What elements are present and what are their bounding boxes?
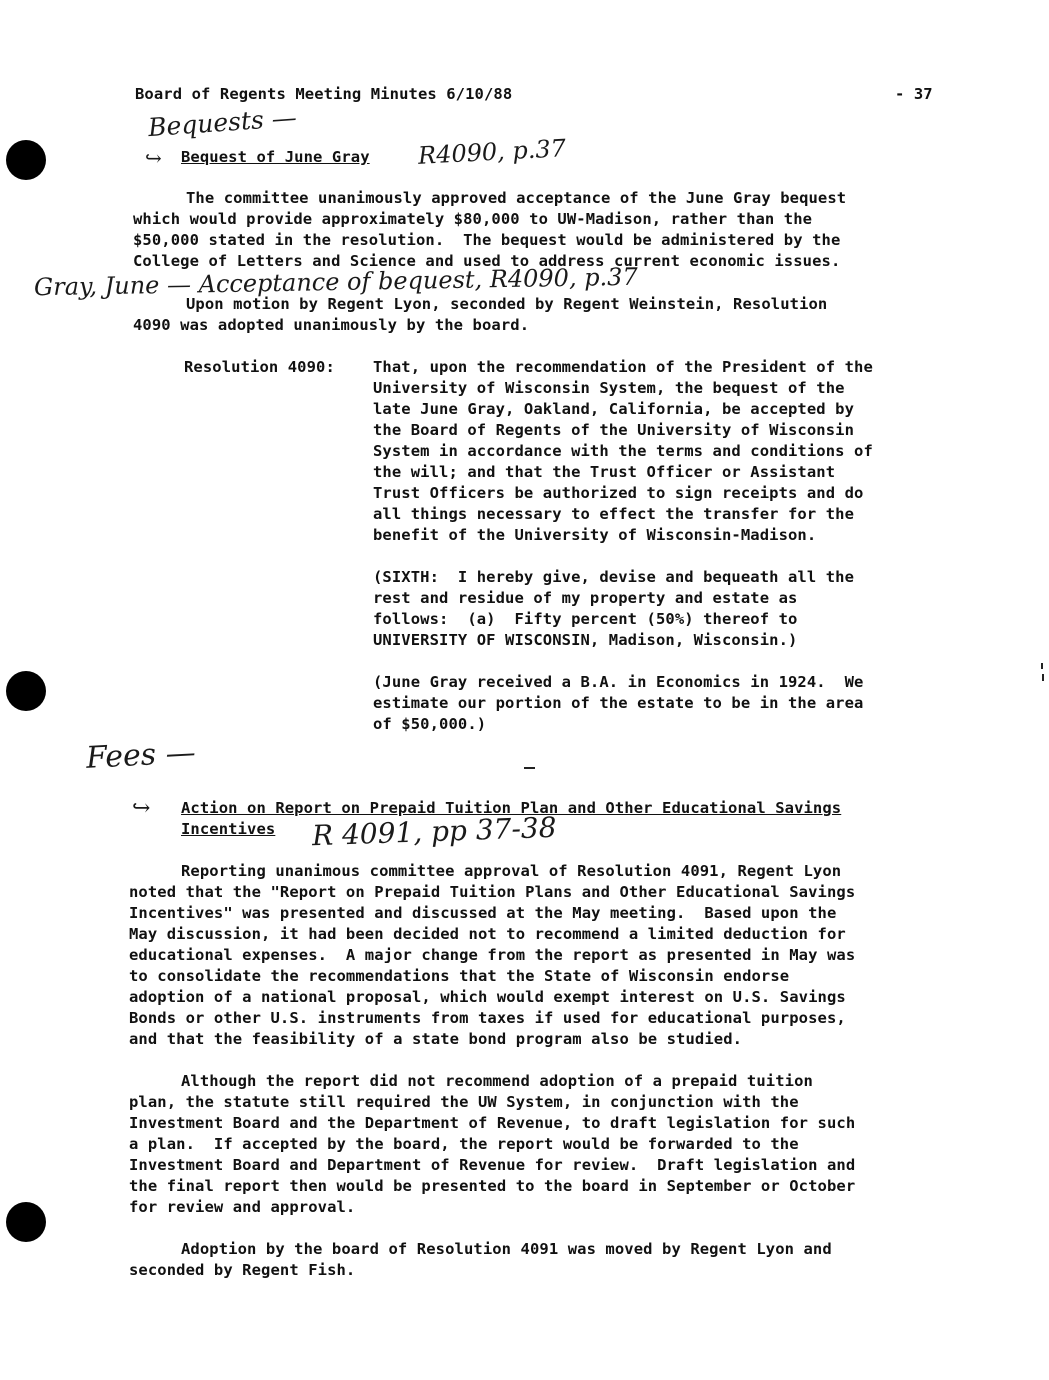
resolution-line: benefit of the University of Wisconsin-Madison. <box>373 526 817 544</box>
handwritten-arrow-2: ↪ <box>132 796 151 821</box>
note-line: (June Gray received a B.A. in Economics in 1924. We <box>373 673 864 691</box>
paragraph-line: Upon motion by Regent Lyon, seconded by Regent Weinstein, Resolution <box>186 295 828 313</box>
paragraph-line: which would provide approximately $80,000 to UW-Madison, rather than the <box>133 210 813 228</box>
paragraph-line: noted that the "Report on Prepaid Tuition Plans and Other Educational Savings <box>129 883 856 901</box>
paragraph-line: May discussion, it had been decided not to recommend a limited deduction for <box>129 925 846 943</box>
scan-speck <box>1042 674 1044 681</box>
paragraph-line: Reporting unanimous committee approval of Resolution 4091, Regent Lyon <box>181 862 842 880</box>
paragraph-line: to consolidate the recommendations that the State of Wisconsin endorse <box>129 967 790 985</box>
paragraph-line: and that the feasibility of a state bond program also be studied. <box>129 1030 743 1048</box>
paragraph-line: 4090 was adopted unanimously by the board. <box>133 316 530 334</box>
paragraph-line: plan, the statute still required the UW System, in conjunction with the <box>129 1093 799 1111</box>
resolution-line: all things necessary to effect the transfer for the <box>373 505 855 523</box>
resolution-label: Resolution 4090: <box>184 358 335 376</box>
paragraph-line: Although the report did not recommend adoption of a prepaid tuition <box>181 1072 813 1090</box>
dash-mark <box>524 767 535 769</box>
sixth-line: rest and residue of my property and estate as <box>373 589 798 607</box>
paragraph-line: for review and approval. <box>129 1198 356 1216</box>
handwritten-fees: Fees — <box>85 735 197 776</box>
page-number: - 37 <box>895 85 933 103</box>
paragraph-line: Adoption by the board of Resolution 4091 was moved by Regent Lyon and <box>181 1240 832 1258</box>
punch-hole-top <box>6 140 46 180</box>
handwritten-bequests: Bequests — <box>147 102 298 143</box>
punch-hole-bottom <box>6 1202 46 1242</box>
resolution-line: the will; and that the Trust Officer or Assistant <box>373 463 836 481</box>
handwritten-margin-note: Gray, June — Acceptance of bequest, R4090, p.37 <box>33 262 638 302</box>
paragraph-line: seconded by Regent Fish. <box>129 1261 356 1279</box>
section-heading-bequest: Bequest of June Gray <box>181 148 370 166</box>
resolution-line: That, upon the recommendation of the President of the <box>373 358 873 376</box>
sixth-line: follows: (a) Fifty percent (50%) thereof to <box>373 610 798 628</box>
paragraph-line: $50,000 stated in the resolution. The bequest would be administered by the <box>133 231 841 249</box>
sixth-line: UNIVERSITY OF WISCONSIN, Madison, Wisconsin.) <box>373 631 798 649</box>
resolution-line: System in accordance with the terms and conditions of <box>373 442 873 460</box>
paragraph-line: the final report then would be presented to the board in September or October <box>129 1177 856 1195</box>
paragraph-line: Bonds or other U.S. instruments from taxes if used for educational purposes, <box>129 1009 846 1027</box>
handwritten-ref-4091: R 4091, pp 37-38 <box>311 810 558 853</box>
resolution-line: University of Wisconsin System, the bequest of the <box>373 379 845 397</box>
note-line: estimate our portion of the estate to be in the area <box>373 694 864 712</box>
scan-speck <box>1041 663 1043 669</box>
handwritten-ref-4090: R4090, p.37 <box>417 134 567 170</box>
header-title: Board of Regents Meeting Minutes 6/10/88 <box>135 85 513 103</box>
paragraph-line: The committee unanimously approved acceptance of the June Gray bequest <box>186 189 847 207</box>
sixth-line: (SIXTH: I hereby give, devise and bequeath all the <box>373 568 855 586</box>
paragraph-line: Investment Board and the Department of Revenue, to draft legislation for such <box>129 1114 856 1132</box>
paragraph-line: Investment Board and Department of Revenue for review. Draft legislation and <box>129 1156 856 1174</box>
paragraph-line: adoption of a national proposal, which would exempt interest on U.S. Savings <box>129 988 846 1006</box>
handwritten-arrow-1: ↪ <box>145 146 162 170</box>
resolution-line: the Board of Regents of the University of Wisconsin <box>373 421 855 439</box>
paragraph-line: College of Letters and Science and used to address current economic issues. <box>133 252 841 270</box>
section-heading-prepaid-tuition-cont: Incentives <box>181 820 276 838</box>
paragraph-line: a plan. If accepted by the board, the report would be forwarded to the <box>129 1135 799 1153</box>
resolution-line: late June Gray, Oakland, California, be accepted by <box>373 400 855 418</box>
note-line: of $50,000.) <box>373 715 487 733</box>
section-heading-prepaid-tuition: Action on Report on Prepaid Tuition Plan and Other Educational Savings <box>181 799 842 817</box>
paragraph-line: Incentives" was presented and discussed at the May meeting. Based upon the <box>129 904 837 922</box>
resolution-line: Trust Officers be authorized to sign receipts and do <box>373 484 864 502</box>
punch-hole-middle <box>6 671 46 711</box>
paragraph-line: educational expenses. A major change from the report as presented in May was <box>129 946 856 964</box>
